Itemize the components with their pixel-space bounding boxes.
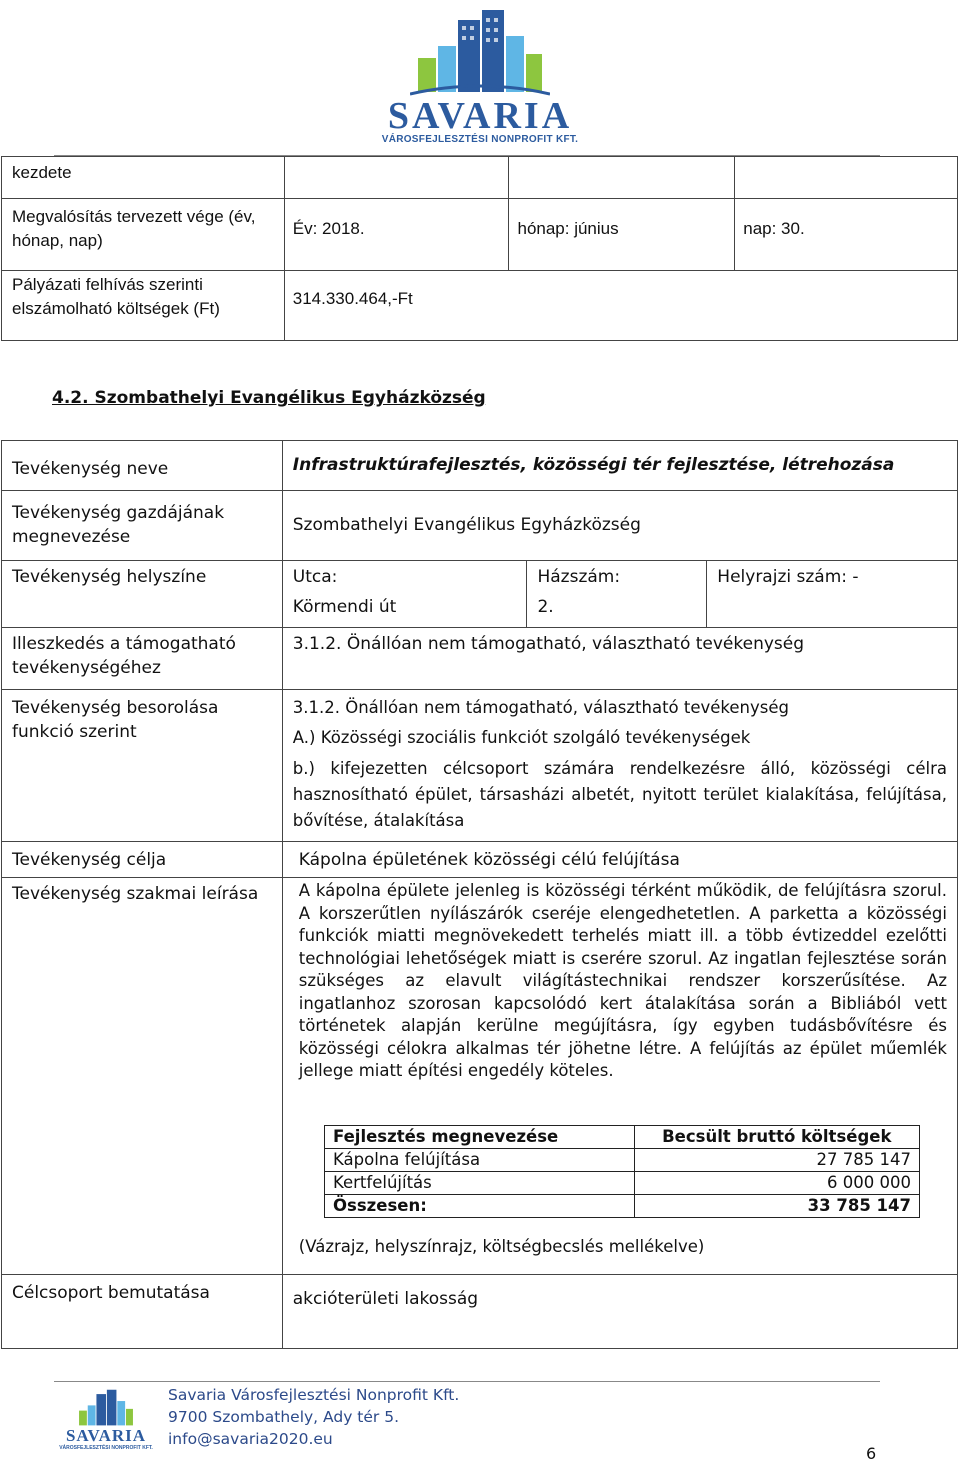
house-number-value: 2. (537, 597, 554, 617)
cost-item-name: Kápolna felújítása (325, 1149, 635, 1172)
schedule-table (1, 156, 958, 341)
target-group-label: Célcsoport bemutatása (12, 1283, 210, 1303)
footer-logo (56, 1388, 156, 1454)
cost-header-amount: Becsült bruttó költségek (634, 1126, 919, 1149)
owner-label: Tevékenység gazdájának megnevezése (12, 503, 225, 547)
location-label: Tevékenység helyszíne (12, 567, 207, 587)
cost-item-amount: 27 785 147 (634, 1149, 919, 1172)
header-logo (380, 6, 580, 148)
parcel-number: Helyrajzi szám: - (717, 567, 859, 587)
goal-label: Tevékenység célja (12, 850, 167, 870)
footer-address: 9700 Szombathely, Ady tér 5. (168, 1408, 400, 1426)
classification-line-1: 3.1.2. Önállóan nem támogatható, választható tevékenység (292, 698, 789, 717)
activity-name-value: Infrastruktúrafejlesztés, közösségi tér fejlesztése, létrehozása (292, 455, 895, 475)
section-title: 4.2. Szombathelyi Evangélikus Egyházközség (52, 388, 486, 408)
attachment-note: (Vázrajz, helyszínrajz, költségbecslés mellékelve) (298, 1237, 705, 1256)
cost-table (324, 1125, 920, 1218)
cost-total-amount: 33 785 147 (634, 1195, 919, 1218)
cost-item-amount: 6 000 000 (634, 1172, 919, 1195)
fit-label: Illeszkedés a támogatható tevékenységéhez (12, 634, 236, 678)
street-label: Utca: (292, 567, 338, 587)
cost-item-name: Kertfelújítás (325, 1172, 635, 1195)
cost-total-row (325, 1195, 920, 1218)
target-group-value: akcióterületi lakosság (292, 1289, 479, 1309)
table-row (325, 1149, 920, 1172)
header-logo-text: SAVARIA (387, 95, 573, 137)
classification-line-2: A.) Közösségi szociális funkciót szolgáló tevékenységek (292, 728, 751, 747)
classification-label: Tevékenység besorolása funkció szerint (12, 698, 219, 742)
end-day: nap: 30. (743, 219, 805, 238)
footer-divider (54, 1381, 880, 1382)
owner-value: Szombathelyi Evangélikus Egyházközség (292, 515, 641, 535)
footer-company: Savaria Városfejlesztési Nonprofit Kft. (168, 1386, 460, 1404)
table-row (325, 1172, 920, 1195)
description-label: Tevékenység szakmai leírása (12, 884, 259, 904)
street-value: Körmendi út (292, 597, 397, 617)
classification-line-3: b.) kifejezetten célcsoport számára rendelkezésre álló, közösségi célra hasznosítható épület, társasházi albetét, nyitott terület kialakítása, felújítása, bővítése, átalakítása (292, 759, 947, 830)
goal-value: Kápolna épületének közösségi célú felújítása (298, 850, 680, 870)
cost-total-label: Összesen: (325, 1195, 635, 1218)
eligible-cost-label: Pályázati felhívás szerinti elszámolható költségek (Ft) (12, 275, 220, 318)
activity-name-label: Tevékenység neve (12, 459, 169, 479)
description-value: A kápolna épülete jelenleg is közösségi térként működik, de felújításra szorul. A korszerűtlen nyílászárók cseréje elengedhetetlen. A parketta a közösségi funkciók miatti megnövekedett terhelés miatt ill. a több évtizeddel ezelőtti technológiai lehetőségek miatt is cserére szorul. Az ingatlan fejlesztése során szükséges az elavult világítástechnikai rendszer korszerűsítése. Az ingatlanhoz szorosan kapcsolódó kert átalakítása során a Bibliából vett történetek alapján kerülne megújításra, így egyben tudásbővítésre és közösségi célokra alkalmas tér jöhetne létre. A felújítás az épület műemlék jellege miatt építési engedély köteles. (298, 881, 947, 1080)
page-number: 6 (866, 1444, 877, 1463)
city-skyline-icon (68, 1388, 144, 1428)
fit-value: 3.1.2. Önállóan nem támogatható, választható tevékenység (292, 634, 805, 654)
cost-header-name: Fejlesztés megnevezése (325, 1126, 635, 1149)
cost-table-header-row (325, 1126, 920, 1149)
house-number-label: Házszám: (537, 567, 621, 587)
end-year: Év: 2018. (292, 219, 365, 238)
end-month: hónap: június (517, 219, 619, 238)
header-logo-subtext: VÁROSFEJLESZTÉSI NONPROFIT KFT. (381, 134, 579, 145)
city-skyline-icon (410, 6, 550, 98)
footer-logo-subtext: VÁROSFEJLESZTÉSI NONPROFIT KFT. (59, 1445, 153, 1451)
start-label: kezdete (12, 163, 72, 182)
footer-logo-text: SAVARIA (65, 1426, 147, 1445)
eligible-cost-value: 314.330.464,-Ft (292, 289, 413, 308)
footer-email[interactable]: info@savaria2020.eu (168, 1430, 333, 1448)
end-date-label: Megvalósítás tervezett vége (év, hónap, nap) (12, 207, 256, 250)
footer-contact (168, 1384, 459, 1450)
